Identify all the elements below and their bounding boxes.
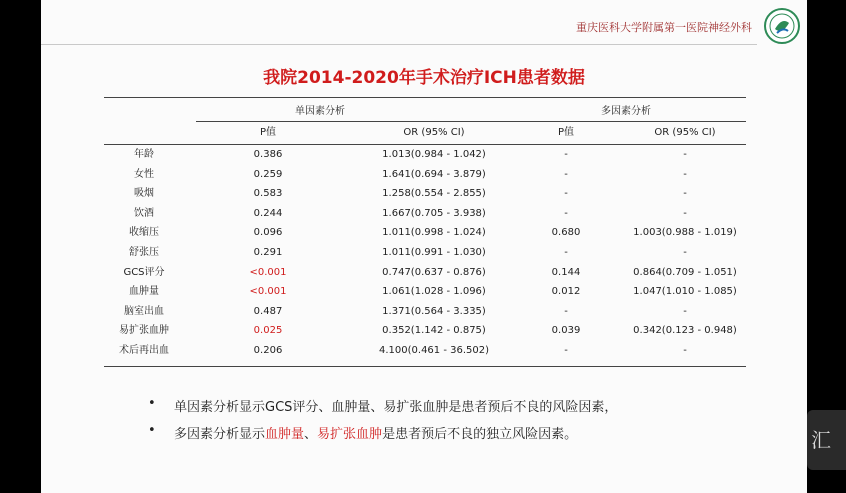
or-univariate: 1.641(0.694 - 3.879) [382,168,486,180]
side-watermark [807,410,846,470]
column-header: P值 [259,127,277,138]
or-univariate: 0.352(1.142 - 0.875) [382,325,486,337]
p-value-univariate: 0.244 [253,207,283,219]
p-value-univariate: <0.001 [249,286,287,298]
group-header-univariate: 单因素分析 [295,106,345,117]
p-value-multivariate: 0.144 [551,266,581,278]
p-value-multivariate: - [564,149,568,160]
p-value-multivariate: - [564,247,568,258]
p-value-multivariate: 0.680 [551,227,581,239]
bullet-marker: • [148,396,156,411]
or-univariate: 1.061(1.028 - 1.096) [382,286,486,298]
or-multivariate: 0.864(0.709 - 1.051) [633,266,737,278]
column-header: OR (95% CI) [403,127,465,138]
bullet-highlight: 易扩张血肿 [317,427,383,442]
slide-title: 我院2014-2020年手术治疗ICH患者数据 [263,68,585,88]
column-header: P值 [557,127,575,138]
or-univariate: 1.371(0.564 - 3.335) [382,305,486,317]
or-univariate: 1.011(0.998 - 1.024) [382,227,486,239]
header-divider [41,44,757,45]
p-value-univariate: 0.259 [253,168,283,180]
row-label: 吸烟 [134,188,154,200]
p-value-univariate: 0.583 [253,188,283,200]
p-value-multivariate: - [564,305,568,317]
row-label: 女性 [134,168,154,180]
table-top-rule [104,97,746,98]
p-value-univariate: 0.096 [253,227,283,239]
p-value-univariate: <0.001 [249,266,287,278]
bullet-text: 单因素分析显示GCS评分、血肿量、易扩张血肿是患者预后不良的风险因素， [174,400,618,415]
p-value-univariate: 0.487 [253,305,283,317]
or-multivariate: - [683,247,687,258]
group-header-multivariate: 多因素分析 [601,106,651,117]
row-label: 术后再出血 [119,345,169,356]
or-multivariate: - [683,207,687,219]
or-multivariate: 1.047(1.010 - 1.085) [633,286,737,298]
bullet-text [174,423,577,442]
row-label: 舒张压 [129,247,159,258]
p-value-univariate: 0.206 [253,345,283,356]
or-multivariate: 1.003(0.988 - 1.019) [633,227,737,239]
or-multivariate: 0.342(0.123 - 0.948) [633,325,737,337]
row-label: 易扩张血肿 [119,325,169,337]
row-label: 收缩压 [129,227,159,239]
group-rule-multivariate [506,121,746,122]
bullet-highlight: 血肿量 [265,427,305,442]
or-multivariate: - [683,168,687,180]
row-label: 饮酒 [134,207,154,219]
or-univariate: 0.747(0.637 - 0.876) [382,266,486,278]
or-multivariate: - [683,149,687,160]
p-value-multivariate: 0.012 [551,286,581,298]
row-label: 血肿量 [129,286,159,298]
or-univariate: 1.258(0.554 - 2.855) [382,188,486,200]
or-multivariate: - [683,188,687,200]
bullet-text-part: 是患者预后不良的独立风险因素。 [382,427,578,442]
bullet-text-part: 多因素分析显示 [174,427,266,442]
p-value-multivariate: - [564,207,568,219]
row-label: 年龄 [134,149,154,160]
side-watermark-text: 汇 [811,428,831,452]
p-value-multivariate: - [564,168,568,180]
column-header: OR (95% CI) [654,127,716,138]
row-label: GCS评分 [123,266,165,278]
or-multivariate: - [683,305,687,317]
or-univariate: 1.011(0.991 - 1.030) [382,247,486,258]
header-rule [104,144,746,145]
p-value-univariate: 0.025 [253,325,283,337]
row-label: 脑室出血 [124,305,164,317]
group-rule-univariate [196,121,506,122]
or-univariate: 1.667(0.705 - 3.938) [382,207,486,219]
bullet-text-part: 、 [304,427,318,442]
p-value-multivariate: - [564,188,568,200]
p-value-univariate: 0.291 [253,247,283,258]
or-multivariate: - [683,345,687,356]
hospital-logo-icon [763,7,801,45]
bullet-marker: • [148,423,156,438]
table-bottom-rule [104,366,746,367]
p-value-univariate: 0.386 [253,149,283,160]
slide [41,0,807,493]
hospital-name: 重庆医科大学附属第一医院神经外科 [576,21,752,34]
p-value-multivariate: 0.039 [551,325,581,337]
or-univariate: 1.013(0.984 - 1.042) [382,149,486,160]
or-univariate: 4.100(0.461 - 36.502) [378,345,490,356]
p-value-multivariate: - [564,345,568,356]
